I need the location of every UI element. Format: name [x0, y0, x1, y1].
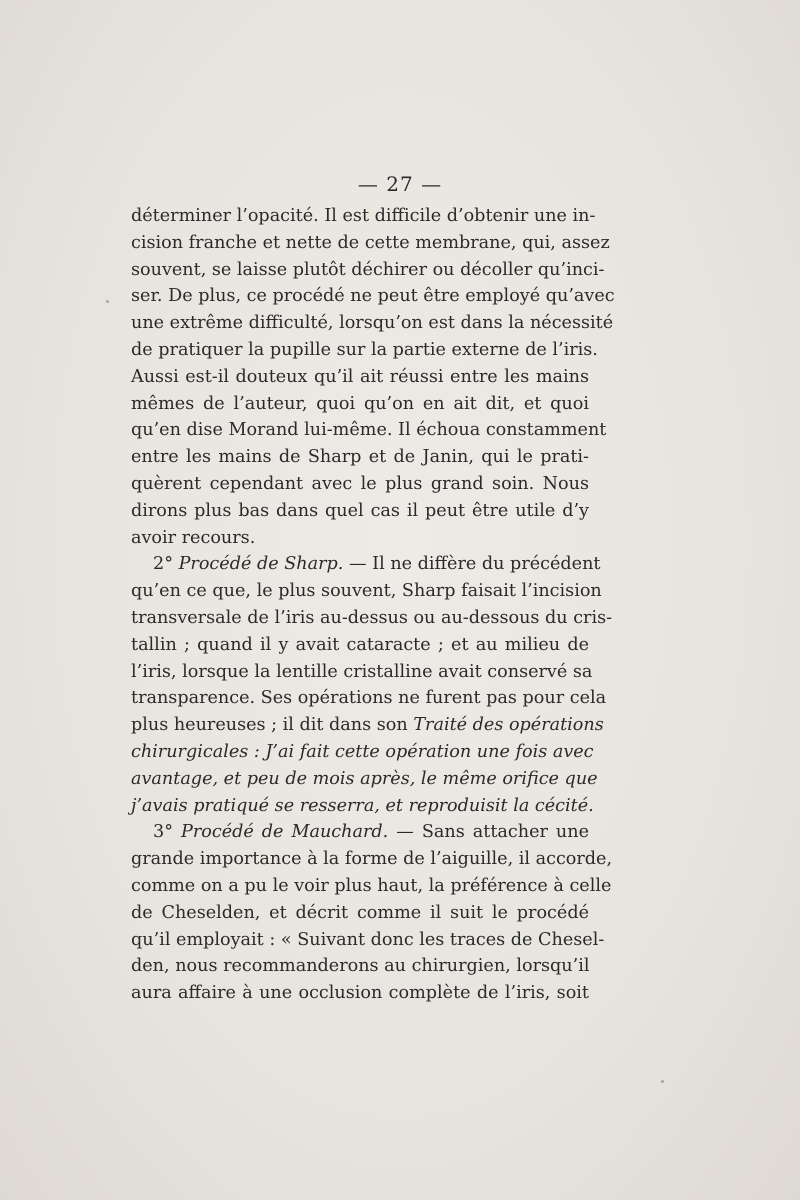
text-line [131, 551, 601, 578]
text-segment: dirons plus bas dans quel cas il peut être utile d’y [131, 500, 589, 521]
text-line [131, 739, 594, 766]
text-line [131, 525, 589, 552]
text-line [131, 230, 610, 257]
text-segment: quèrent cependant avec le plus grand soin. Nous [131, 473, 589, 494]
italic-text: j’avais pratiqué se resserra, et reproduisit la cécité. [131, 795, 594, 816]
text-line [131, 685, 607, 712]
text-line [131, 766, 598, 793]
text-line [131, 283, 615, 310]
text-line [131, 471, 589, 498]
text-segment: den, nous recommanderons au chirurgien, lorsqu’il [131, 956, 590, 977]
text-line [131, 417, 607, 444]
italic-text: chirurgicales : J’ai fait cette opération une fois avec [131, 741, 594, 762]
text-segment: l’iris, lorsque la lentille cristalline avait conservé sa [131, 661, 593, 682]
text-segment: mêmes de l’auteur, quoi qu’on en ait dit, et quoi [131, 393, 589, 414]
text-segment: 2° [153, 554, 179, 575]
text-line [131, 337, 598, 364]
text-line [131, 953, 589, 980]
text-line [131, 846, 613, 873]
text-line [131, 927, 605, 954]
body-text [131, 203, 615, 1007]
text-segment: déterminer l’opacité. Il est difficile d’obtenir une in- [131, 206, 596, 226]
text-line [131, 310, 614, 337]
text-segment: aura affaire à une occlusion complète de l’iris, soit [131, 983, 589, 1004]
text-segment: — Il ne diffère du précédent [343, 554, 601, 575]
text-segment: tallin ; quand il y avait cataracte ; et au milieu de [131, 634, 589, 655]
text-line [131, 793, 594, 820]
text-segment: 3° [153, 822, 181, 843]
text-segment: entre les mains de Sharp et de Janin, qui le prati- [131, 447, 589, 468]
text-line [131, 444, 589, 471]
italic-text: avantage, et peu de mois après, le même orifice que [131, 768, 598, 789]
text-line [131, 605, 613, 632]
text-segment: grande importance à la forme de l’aiguille, il accorde, [131, 849, 613, 870]
page-number: — 27 — [357, 172, 443, 196]
text-segment: transversale de l’iris au-dessus ou au-dessous du cris- [131, 607, 613, 628]
text-segment: — Sans attacher une [388, 822, 589, 843]
text-line [131, 819, 589, 846]
text-segment: souvent, se laisse plutôt déchirer ou décoller qu’inci- [131, 259, 605, 280]
text-segment: plus heureuses ; il dit dans son [131, 715, 414, 736]
italic-text: Procédé de Mauchard. [181, 822, 389, 843]
text-segment: Aussi est-il douteux qu’il ait réussi entre les mains [131, 366, 589, 387]
ink-speck [106, 300, 109, 303]
text-segment: avoir recours. [131, 527, 256, 548]
text-line [131, 257, 605, 284]
ink-speck [661, 1080, 664, 1083]
text-line [131, 900, 589, 927]
text-line [131, 203, 596, 230]
text-segment: ser. De plus, ce procédé ne peut être employé qu’avec [131, 286, 615, 307]
text-line [131, 498, 589, 525]
text-line [131, 659, 593, 686]
italic-text: Procédé de Sharp. [178, 554, 344, 575]
text-segment: de Cheselden, et décrit comme il suit le procédé [131, 902, 589, 923]
text-line [131, 632, 589, 659]
text-segment: qu’en dise Morand lui-même. Il échoua constamment [131, 420, 607, 441]
text-segment: comme on a pu le voir plus haut, la préférence à celle [131, 875, 612, 896]
text-line [131, 578, 602, 605]
text-segment: qu’il employait : « Suivant donc les traces de Chesel- [131, 929, 605, 950]
text-segment: cision franche et nette de cette membrane, qui, assez [131, 232, 610, 253]
text-segment: qu’en ce que, le plus souvent, Sharp faisait l’incision [131, 581, 602, 602]
text-line [131, 873, 612, 900]
text-line [131, 364, 589, 391]
italic-text: Traité des opérations [413, 715, 604, 736]
text-segment: de pratiquer la pupille sur la partie externe de l’iris. [131, 339, 598, 360]
text-segment: transparence. Ses opérations ne furent pas pour cela [131, 688, 607, 709]
text-line [131, 712, 604, 739]
text-segment: une extrême difficulté, lorsqu’on est dans la nécessité [131, 313, 614, 334]
text-line [131, 980, 589, 1007]
text-line [131, 391, 589, 418]
